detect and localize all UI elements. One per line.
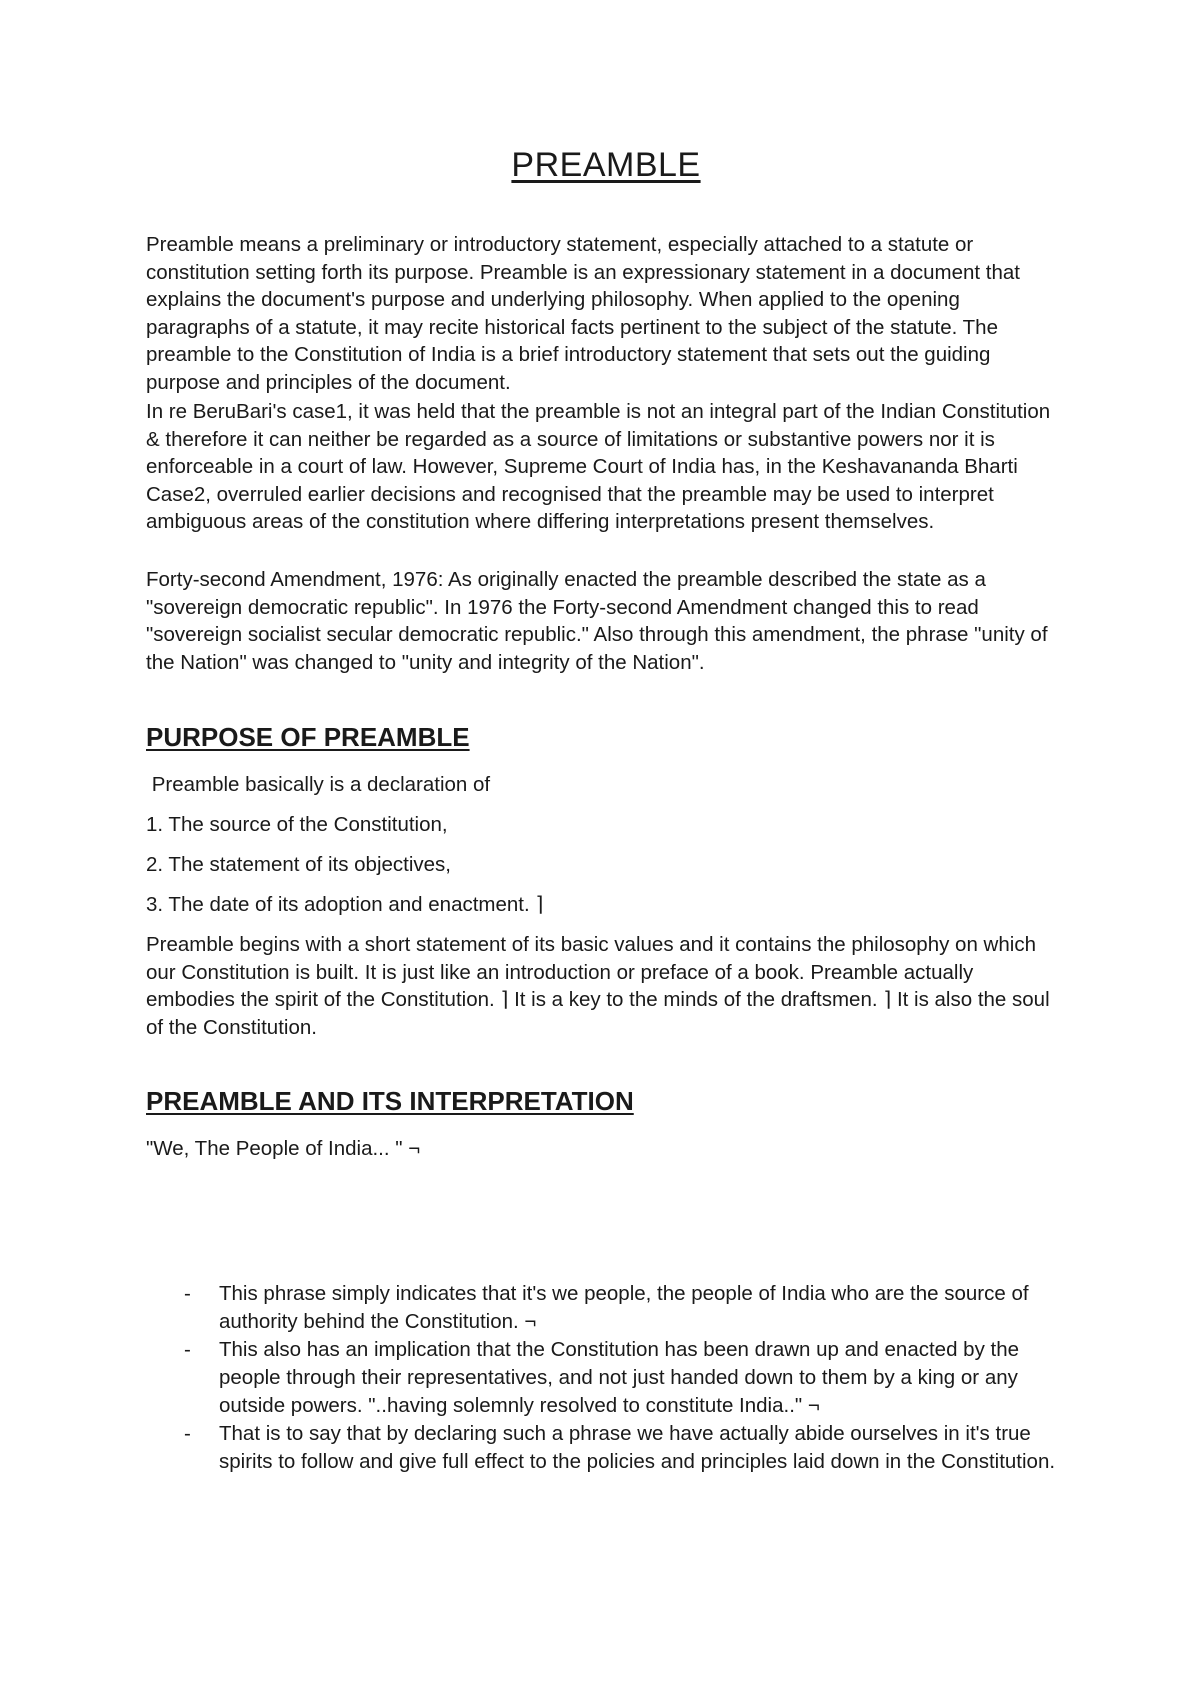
bullet-dash: - xyxy=(184,1338,191,1361)
paragraph-definition: Preamble means a preliminary or introductory statement, especially attached to a statute or constitution setting forth its purpose. Preamble is an expressionary statement in a document that explains the document's purpose and underlying philosophy. When applied to the opening paragraphs of a statute, it may recite historical facts pertinent to the subject of the statute. The preamble to the Constitution of India is a brief introductory statement that sets out the guiding purpose and principles of the document. xyxy=(146,233,1020,394)
page-title: PREAMBLE xyxy=(511,146,701,184)
interpretation-bullet-list xyxy=(146,1280,1066,1476)
purpose-item: 3. The date of its adoption and enactment. ⌉ xyxy=(146,893,544,916)
list-item xyxy=(146,1420,1066,1476)
bullet-dash: - xyxy=(184,1422,191,1445)
list-item xyxy=(146,1336,1066,1420)
bullet-text: This also has an implication that the Constitution has been drawn up and enacted by the people through their representatives, and not just handed down to them by a king or any outside powers. "..having solemnly resolved to constitute India.." ¬ xyxy=(219,1338,1020,1417)
section-heading-purpose: PURPOSE OF PREAMBLE xyxy=(146,722,470,752)
list-item xyxy=(146,1280,1066,1336)
paragraph-forty-second-amendment: Forty-second Amendment, 1976: As originally enacted the preamble described the state as a "sovereign democratic republic". In 1976 the Forty-second Amendment changed this to read "sovereign socialist secular democratic republic." Also through this amendment, the phrase "unity of the Nation" was changed to "unity and integrity of the Nation". xyxy=(146,568,1048,674)
purpose-item: 2. The statement of its objectives, xyxy=(146,853,451,876)
interpretation-quote: "We, The People of India... " ¬ xyxy=(146,1137,421,1160)
purpose-item: 1. The source of the Constitution, xyxy=(146,813,448,836)
paragraph-berubari-case: In re BeruBari's case1, it was held that the preamble is not an integral part of the Indian Constitution & therefore it can neither be regarded as a source of limitations or substantive powers nor it is enforceable in a court of law. However, Supreme Court of India has, in the Keshavananda Bharti Case2, overruled earlier decisions and recognised that the preamble may be used to interpret ambiguous areas of the constitution where differing interpretations present themselves. xyxy=(146,400,1051,534)
section-heading-interpretation: PREAMBLE AND ITS INTERPRETATION xyxy=(146,1086,634,1116)
purpose-lead: Preamble basically is a declaration of xyxy=(146,773,491,796)
paragraph-basic-values: Preamble begins with a short statement of its basic values and it contains the philosophy on which our Constitution is built. It is just like an introduction or preface of a book. Preamble actually embodies the spirit of the Constitution. ⌉ It is a key to the minds of the draftsmen. ⌉ It is also the soul of the Constitution. xyxy=(146,933,1050,1039)
bullet-dash: - xyxy=(184,1282,191,1305)
bullet-text: This phrase simply indicates that it's we people, the people of India who are the source of authority behind the Constitution. ¬ xyxy=(219,1282,1029,1333)
bullet-text: That is to say that by declaring such a phrase we have actually abide ourselves in it's true spirits to follow and give full effect to the policies and principles laid down in the Constitution. xyxy=(219,1422,1056,1473)
